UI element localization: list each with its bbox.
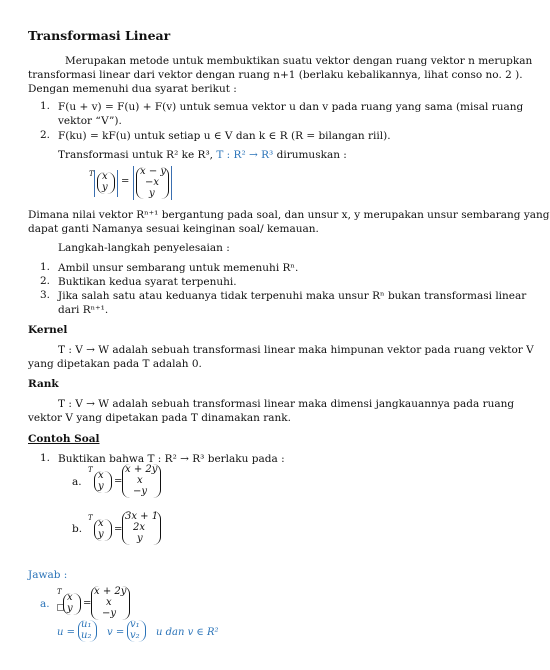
condition-1-line-1: F(u + v) = F(u) + F(v) untuk semua vektor u dan v pada ruang yang sama (misal ruang [58,101,524,113]
jawab-a-rhs-3: −y [102,608,117,619]
jawab-a-rhs-1: x + 2y [94,586,127,597]
jawab-a-rhs-2: x [106,597,112,608]
dimana-line-1: Dimana nilai vektor Rⁿ⁺¹ bergantung pada soal, dan unsur x, y merupakan unsur sembarang yang [28,209,550,221]
step-3-line-2: dari Rⁿ⁺¹. [58,304,109,316]
v-vec-1: v₁ [130,619,140,630]
step-2-number: 2. [40,275,51,287]
rhs-row-1: x − y [140,166,167,177]
u-vec-1: u₁ [81,619,92,630]
step-2-text: Buktikan kedua syarat terpenuhi. [58,276,237,288]
kernel-heading: Kernel [28,324,68,336]
example-b-t: T [88,514,93,522]
condition-1-line-2: vektor “V”). [58,115,122,127]
example-a-equals: = [114,476,123,487]
step-3-number: 3. [40,289,51,301]
rank-line-1: T : V → W adalah sebuah transformasi linear maka dimensi jangkauannya pada ruang [58,398,515,410]
steps-intro: Langkah-langkah penyelesaian : [58,242,230,254]
u-label: u = [57,627,75,638]
condition-1-number: 1. [40,100,51,112]
intro-line-2: transformasi linear dari vektor dengan ruang n+1 (berlaku kebalikannya, lihat conso no. 2 ). [28,69,523,81]
v-vec-2: v₂ [130,630,140,641]
kernel-line-2: yang dipetakan pada T adalah 0. [28,358,202,370]
jawab-a-lhs-y: y [67,603,73,614]
lhs-y: y [102,182,108,193]
condition-2-number: 2. [40,129,51,141]
step-1-text: Ambil unsur sembarang untuk memenuhi Rⁿ. [58,262,299,274]
step-1-number: 1. [40,261,51,273]
v-label: v = [107,627,125,638]
question-1-text: Buktikan bahwa T : R² → R³ berlaku pada : [58,453,285,465]
question-1-number: 1. [40,452,51,464]
rhs-row-3: y [149,188,155,199]
example-b-rhs-3: y [137,533,143,544]
example-a-rhs-2: x [137,475,143,486]
jawab-heading: Jawab : [28,569,68,581]
lhs-x: x [102,171,108,182]
intro-line-3: Dengan memenuhi dua syarat berikut : [28,83,237,95]
intro-line-1: Merupakan metode untuk membuktikan suatu vektor dengan ruang vektor n merupkan [65,55,533,67]
r2-r3-mapping: T : R² → R³ [216,149,274,161]
example-b-rhs-1: 3x + 1 [125,511,159,522]
example-b-rhs-2: 2x [133,522,146,533]
r2-r3-suffix: dirumuskan : [276,149,347,161]
example-a-t: T [88,466,93,474]
jawab-a-lhs-x: x [67,592,73,603]
rhs-row-2: −x [145,177,160,188]
contoh-heading: Contoh Soal [28,433,100,445]
condition-2-text: F(ku) = kF(u) untuk setiap u ∈ V dan k ∈ R (R = bilangan riil). [58,130,391,142]
page-title: Transformasi Linear [28,28,171,43]
example-b-lhs-x: x [98,518,104,529]
example-a-label: a. [72,476,82,488]
jawab-a-t: T [57,588,62,596]
jawab-a-label: a. [40,598,50,610]
kernel-line-1: T : V → W adalah sebuah transformasi linear maka himpunan vektor pada ruang vektor V [58,344,534,356]
equals-sign: = [121,176,130,187]
example-a-rhs-1: x + 2y [125,464,158,475]
rank-heading: Rank [28,378,59,390]
example-a-lhs-y: y [98,481,104,492]
jawab-a-equals: = [83,598,92,609]
uv-membership: u dan v ∈ R² [156,627,219,638]
example-b-equals: = [114,524,123,535]
rank-line-2: vektor V yang dipetakan pada T dinamakan rank. [28,412,291,424]
example-a-rhs-3: −y [133,486,148,497]
example-b-lhs-y: y [98,529,104,540]
step-3-line-1: Jika salah satu atau keduanya tidak terpenuhi maka unsur Rⁿ bukan transformasi linear [58,290,527,302]
r2-r3-prefix: Transformasi untuk R² ke R³, [58,149,213,161]
example-a-lhs-x: x [98,470,104,481]
r2-r3-line [58,148,347,162]
u-vec-2: u₂ [81,630,92,641]
example-b-label: b. [72,523,83,535]
transform-symbol: T [89,170,94,178]
dimana-line-2: dapat ganti Namanya sesuai keinginan soal/ kemauan. [28,223,319,235]
